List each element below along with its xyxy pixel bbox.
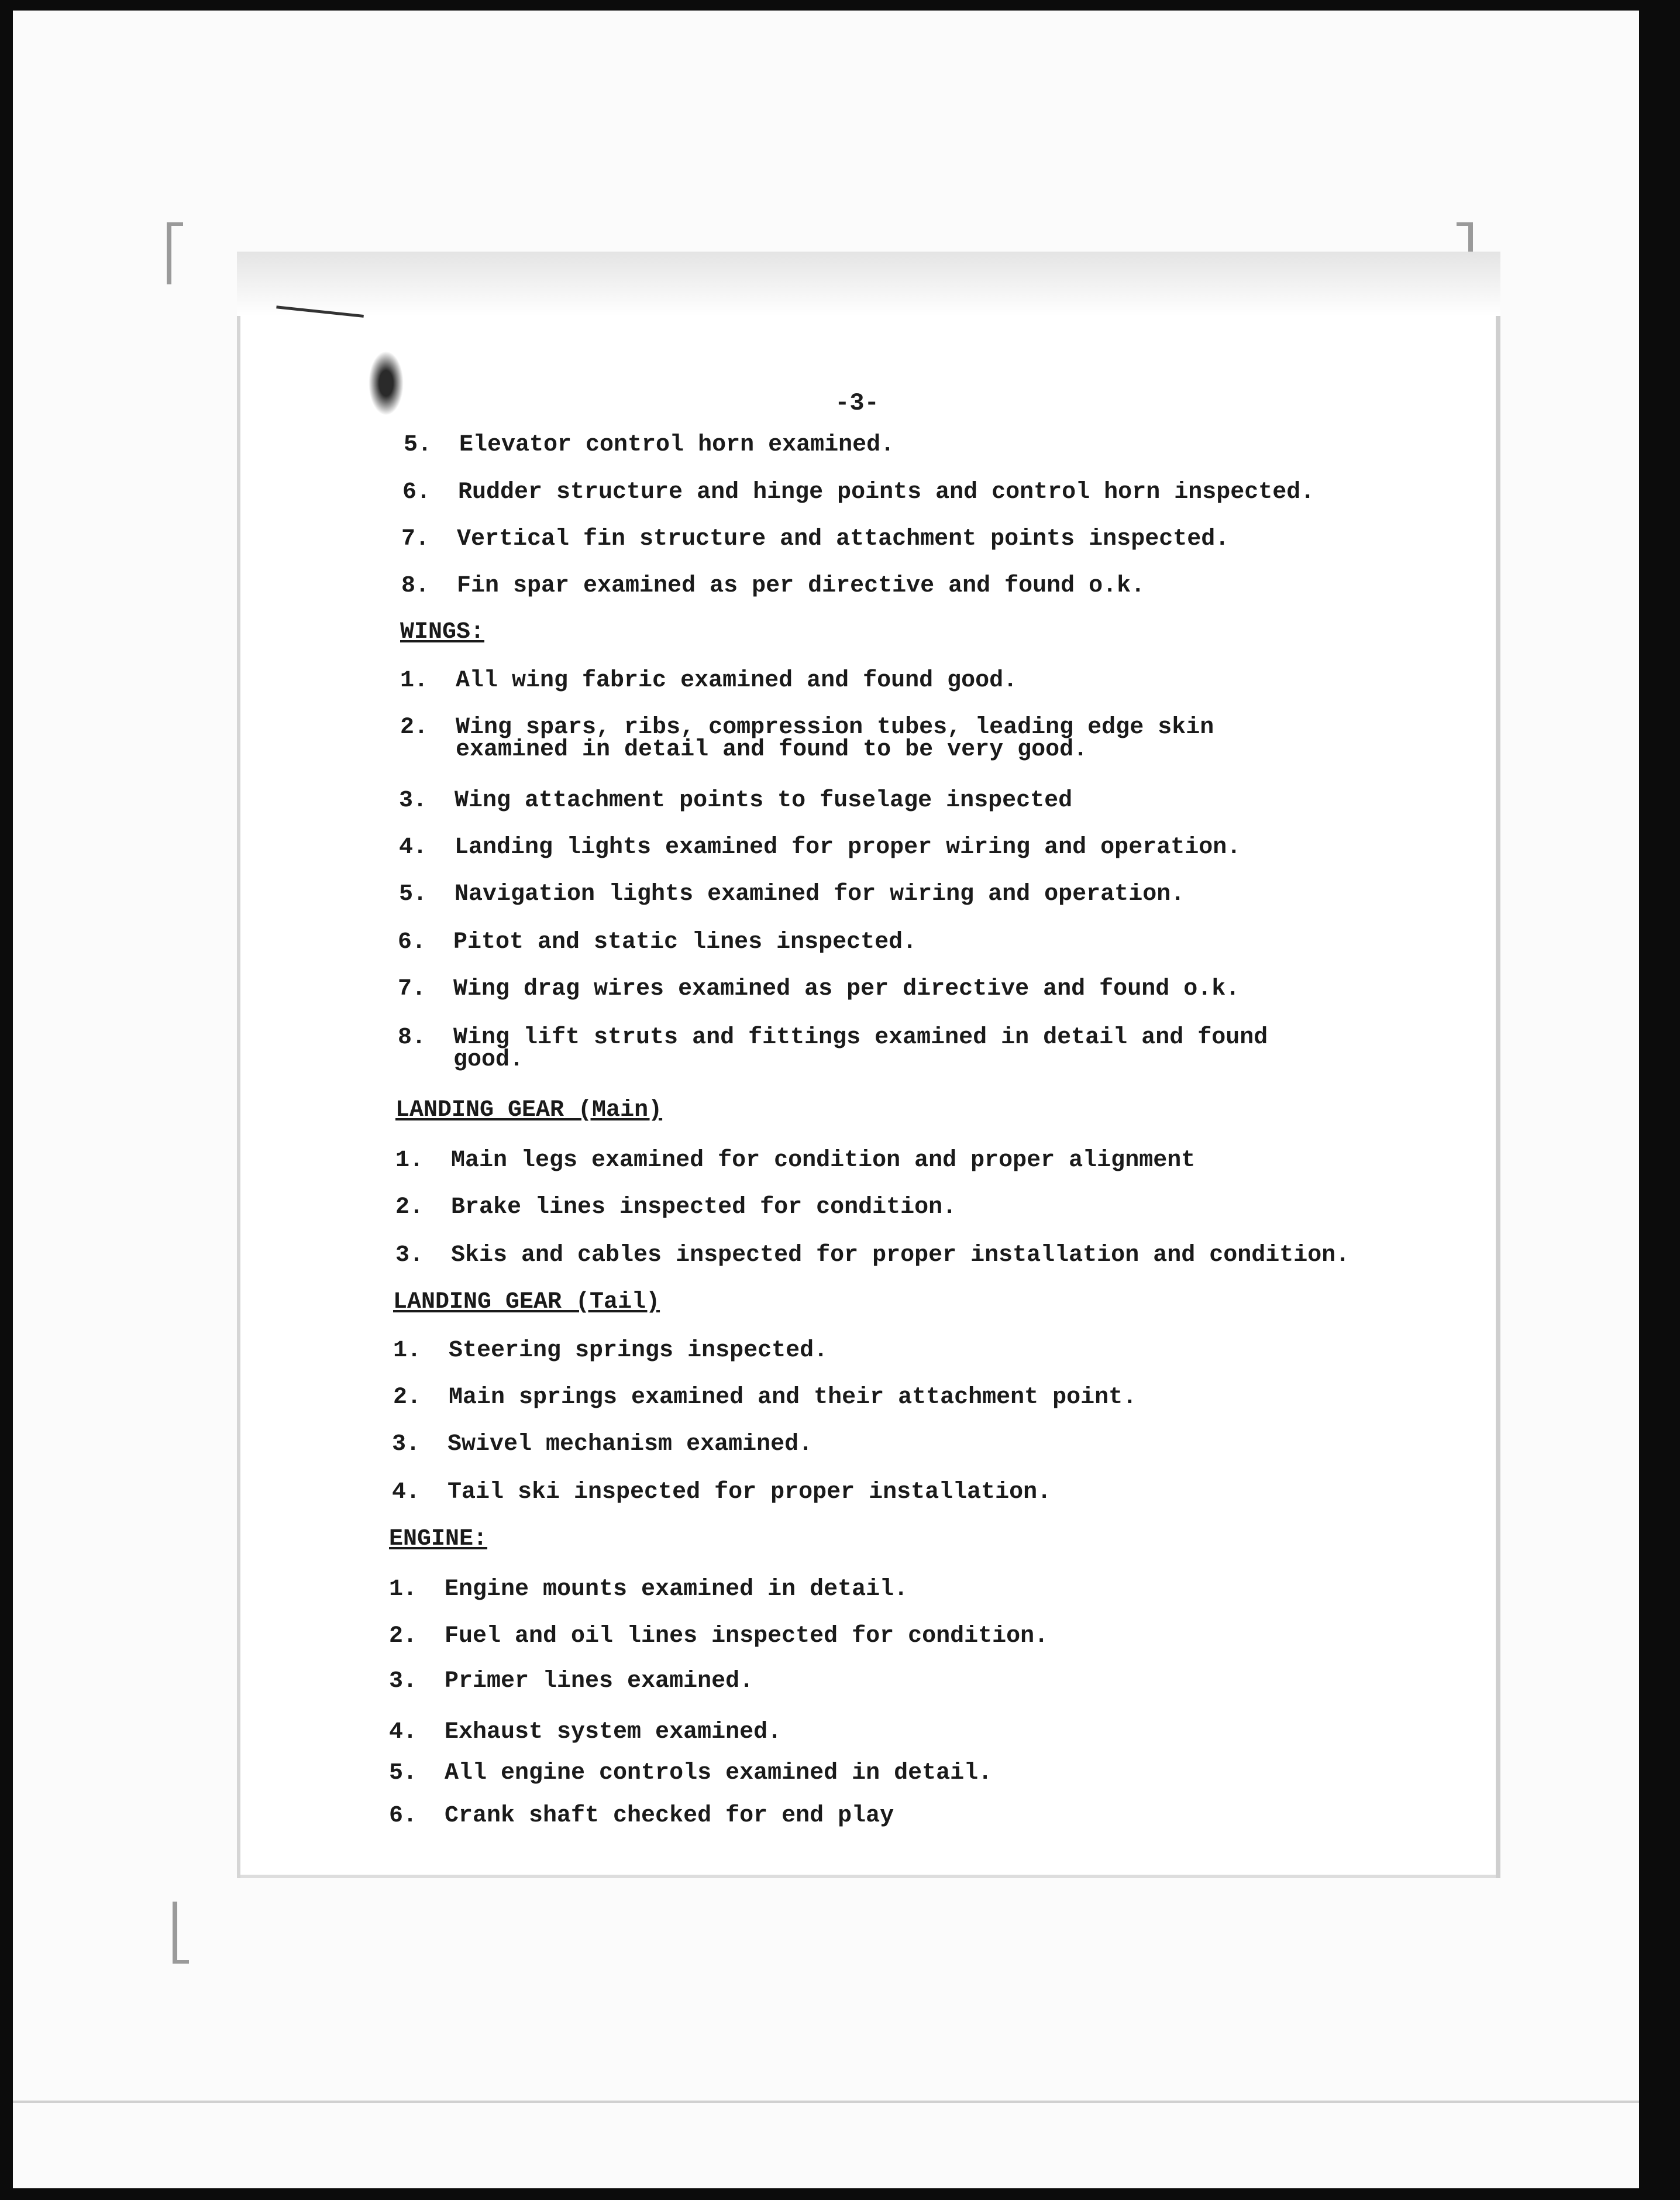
item-text: Primer lines examined. <box>445 1668 754 1694</box>
section-heading-landing-gear-tail: LANDING GEAR (Tail) <box>393 1289 660 1315</box>
crop-mark-bottom-left <box>173 1902 189 1964</box>
item-number: 6. <box>398 929 426 955</box>
item-number: 7. <box>398 976 426 1002</box>
item-number: 3. <box>389 1668 418 1694</box>
item-text: Skis and cables inspected for proper installation and condition. <box>451 1242 1350 1269</box>
item-number: 4. <box>392 1479 421 1505</box>
item-number: 5. <box>389 1760 418 1786</box>
item-number: 1. <box>395 1147 424 1174</box>
item-text: Fuel and oil lines inspected for condition. <box>445 1623 1049 1649</box>
scan-edge-strip <box>1639 0 1680 2200</box>
item-text: All engine controls examined in detail. <box>445 1760 993 1786</box>
item-text: Steering springs inspected. <box>449 1338 828 1364</box>
item-text: Exhaust system examined. <box>445 1719 782 1745</box>
item-text: Elevator control horn examined. <box>459 432 895 458</box>
item-number: 2. <box>393 1384 422 1411</box>
item-text: Main legs examined for condition and proper alignment <box>451 1147 1196 1174</box>
crop-mark-top-left <box>167 222 183 284</box>
item-number: 8. <box>401 573 430 599</box>
item-text: Swivel mechanism examined. <box>447 1431 813 1458</box>
item-number: 2. <box>400 714 429 741</box>
item-number: 5. <box>399 881 428 908</box>
item-number: 3. <box>399 788 428 814</box>
item-text: All wing fabric examined and found good. <box>456 668 1018 694</box>
item-number: 1. <box>389 1576 418 1603</box>
item-text: Wing attachment points to fuselage inspected <box>455 788 1073 814</box>
item-text: Crank shaft checked for end play <box>445 1803 894 1829</box>
section-heading-landing-gear-main: LANDING GEAR (Main) <box>395 1097 663 1123</box>
item-text: Fin spar examined as per directive and found o.k. <box>457 573 1145 599</box>
item-number: 1. <box>393 1338 422 1364</box>
item-text: Pitot and static lines inspected. <box>453 929 917 955</box>
item-number: 4. <box>399 834 428 861</box>
item-number: 2. <box>389 1623 418 1649</box>
item-text: Vertical fin structure and attachment points inspected. <box>457 526 1230 552</box>
item-text: Wing spars, ribs, compression tubes, leading edge skin examined in detail and found to be very good. <box>456 714 1214 763</box>
item-number: 7. <box>401 526 430 552</box>
section-heading-engine: ENGINE: <box>389 1526 488 1552</box>
item-text: Engine mounts examined in detail. <box>445 1576 908 1603</box>
item-number: 3. <box>395 1242 424 1269</box>
item-number: 6. <box>389 1803 418 1829</box>
ink-smudge <box>369 351 404 415</box>
item-text: Landing lights examined for proper wiring and operation. <box>455 834 1241 861</box>
item-text: Main springs examined and their attachment point. <box>449 1384 1137 1411</box>
item-text: Tail ski inspected for proper installation. <box>447 1479 1052 1505</box>
item-number: 5. <box>404 432 432 458</box>
page-number: -3- <box>835 389 879 417</box>
item-text: Brake lines inspected for condition. <box>451 1194 957 1221</box>
sheet-fold-shadow <box>237 252 1500 316</box>
item-number: 2. <box>395 1194 424 1221</box>
item-number: 1. <box>400 668 429 694</box>
item-text: Rudder structure and hinge points and control horn inspected. <box>458 479 1315 506</box>
item-number: 8. <box>398 1025 426 1051</box>
item-number: 6. <box>402 479 431 506</box>
item-text: Wing lift struts and fittings examined in detail and found good. <box>453 1025 1268 1073</box>
section-heading-wings: WINGS: <box>400 619 485 645</box>
item-number: 3. <box>392 1431 421 1458</box>
item-text: Navigation lights examined for wiring and operation. <box>455 881 1185 908</box>
item-number: 4. <box>389 1719 418 1745</box>
scan-divider-line <box>13 2101 1639 2103</box>
item-text: Wing drag wires examined as per directive and found o.k. <box>453 976 1240 1002</box>
